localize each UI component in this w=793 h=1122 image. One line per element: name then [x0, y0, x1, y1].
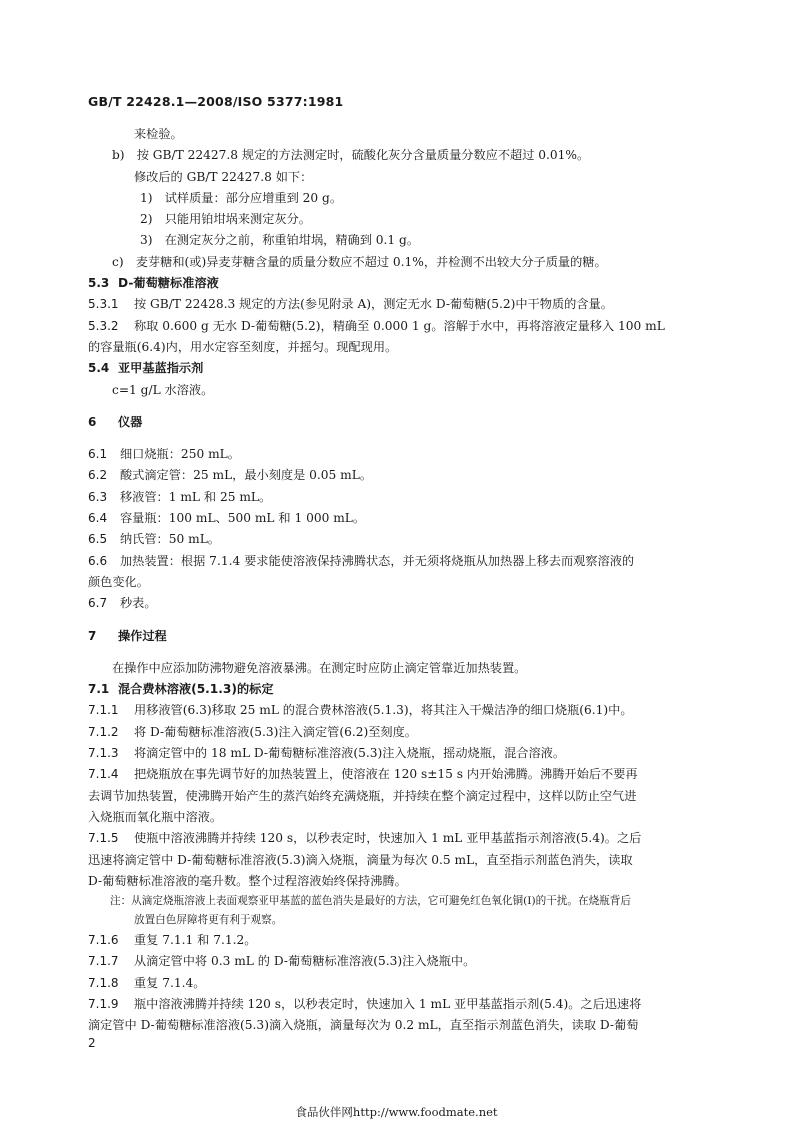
list-item-c: c) 麦芽糖和(或)异麦芽糖含量的质量分数应不超过 0.1%，并检测不出较大分子质量的糖。 — [112, 254, 607, 269]
clause-6-3: 6.3 移液管：1 mL 和 25 mL。 — [88, 489, 272, 504]
section-heading-7: 7 操作过程 — [88, 628, 167, 643]
text-line: 来检验。 — [134, 127, 183, 141]
list-item-1: 1) 试样质量：部分应增重到 20 g。 — [140, 190, 343, 205]
clause-7-1-1: 7.1.1 用移液管(6.3)移取 25 mL 的混合费林溶液(5.1.3)，将其注入干燥洁净的细口烧瓶(6.1)中。 — [88, 703, 633, 718]
standard-code-header: GB/T 22428.1—2008/ISO 5377:1981 — [88, 94, 344, 109]
clause-7-1-8: 7.1.8 重复 7.1.4。 — [88, 975, 206, 990]
clause-6-2: 6.2 酸式滴定管：25 mL，最小刻度是 0.05 mL。 — [88, 468, 373, 483]
clause-5-3-2: 5.3.2 称取 0.600 g 无水 D-葡萄糖(5.2)，精确至 0.000 1 g。溶解于水中，再将溶液定量移入 100 mL — [88, 318, 665, 333]
footer-watermark: 食品伙伴网http://www.foodmate.net — [295, 1105, 498, 1119]
section-7-intro: 在操作中应添加防沸物避免溶液暴沸。在测定时应防止滴定管靠近加热装置。 — [112, 660, 527, 675]
note-line-cont: 放置白色屏障将更有利于观察。 — [134, 914, 283, 927]
document-body — [88, 124, 708, 1037]
clause-5-3-1: 5.3.1 按 GB/T 22428.3 规定的方法(参见附录 A)，测定无水 D-葡萄糖(5.2)中干物质的含量。 — [88, 297, 613, 312]
clause-7-1-3: 7.1.3 将滴定管中的 18 mL D-葡萄糖标准溶液(5.3)注入烧瓶，摇动烧瓶，混合溶液。 — [88, 746, 566, 761]
list-item-b: b) 按 GB/T 22427.8 规定的方法测定时，硫酸化灰分含量质量分数应不超过 0.01%。 — [112, 148, 590, 163]
page-number: 2 — [88, 1036, 96, 1050]
section-heading-5-3: 5.3 D-葡萄糖标准溶液 — [88, 276, 219, 291]
clause-6-7: 6.7 秒表。 — [88, 596, 157, 611]
clause-6-5: 6.5 纳氏管：50 mL。 — [88, 532, 220, 547]
section-heading-5-4: 5.4 亚甲基蓝指示剂 — [88, 361, 204, 376]
list-item-2: 2) 只能用铂坩埚来测定灰分。 — [140, 212, 311, 227]
section-heading-7-1: 7.1 混合费林溶液(5.1.3)的标定 — [88, 682, 274, 697]
clause-7-1-4: 7.1.4 把烧瓶放在事先调节好的加热装置上，使溶液在 120 s±15 s 内开始沸腾。沸腾开始后不要再 — [88, 767, 638, 782]
text-line: 修改后的 GB/T 22427.8 如下： — [134, 169, 313, 184]
clause-5-3-2-cont: 的容量瓶(6.4)内，用水定容至刻度，并摇匀。现配现用。 — [88, 339, 398, 354]
clause-7-1-9: 7.1.9 瓶中溶液沸腾并持续 120 s，以秒表定时，快速加入 1 mL 亚甲基蓝指示剂(5.4)。之后迅速将 — [88, 996, 642, 1011]
clause-6-1: 6.1 细口烧瓶：250 mL。 — [88, 447, 240, 462]
note-line: 注：从滴定烧瓶溶液上表面观察亚甲基蓝的蓝色消失是最好的方法，它可避免红色氧化铜(I)的干扰。在烧瓶背后 — [110, 895, 631, 908]
clause-7-1-5-cont: D-葡萄糖标准溶液的毫升数。整个过程溶液始终保持沸腾。 — [88, 873, 407, 888]
list-item-3: 3) 在测定灰分之前，称重铂坩埚，精确到 0.1 g。 — [140, 233, 420, 248]
clause-6-6-cont: 颜色变化。 — [88, 574, 149, 589]
clause-7-1-2: 7.1.2 将 D-葡萄糖标准溶液(5.3)注入滴定管(6.2)至刻度。 — [88, 724, 417, 739]
clause-7-1-9-cont: 滴定管中 D-葡萄糖标准溶液(5.3)滴入烧瓶，滴量每次为 0.2 mL，直至指示剂蓝色消失，读取 D-葡萄 — [88, 1018, 639, 1033]
clause-7-1-5: 7.1.5 使瓶中溶液沸腾并持续 120 s，以秒表定时，快速加入 1 mL 亚甲基蓝指示剂溶液(5.4)。之后 — [88, 831, 642, 846]
clause-6-6: 6.6 加热装置：根据 7.1.4 要求能使溶液保持沸腾状态，并无须将烧瓶从加热器上移去而观察溶液的 — [88, 553, 635, 568]
clause-7-1-4-cont: 去调节加热装置，使沸腾开始产生的蒸汽始终充满烧瓶，并持续在整个滴定过程中，这样以防止空气进 — [88, 788, 637, 803]
section-heading-6: 6 仪器 — [88, 414, 143, 429]
clause-7-1-4-cont: 入烧瓶而氧化瓶中溶液。 — [88, 809, 223, 824]
clause-6-4: 6.4 容量瓶：100 mL、500 mL 和 1 000 mL。 — [88, 511, 366, 526]
clause-7-1-5-cont: 迅速将滴定管中 D-葡萄糖标准溶液(5.3)滴入烧瓶，滴量为每次 0.5 mL，直至指示剂蓝色消失，读取 — [88, 852, 633, 867]
clause-5-4-text: c=1 g/L 水溶液。 — [112, 382, 214, 397]
clause-7-1-7: 7.1.7 从滴定管中将 0.3 mL 的 D-葡萄糖标准溶液(5.3)注入烧瓶中。 — [88, 954, 476, 969]
clause-7-1-6: 7.1.6 重复 7.1.1 和 7.1.2。 — [88, 933, 257, 948]
